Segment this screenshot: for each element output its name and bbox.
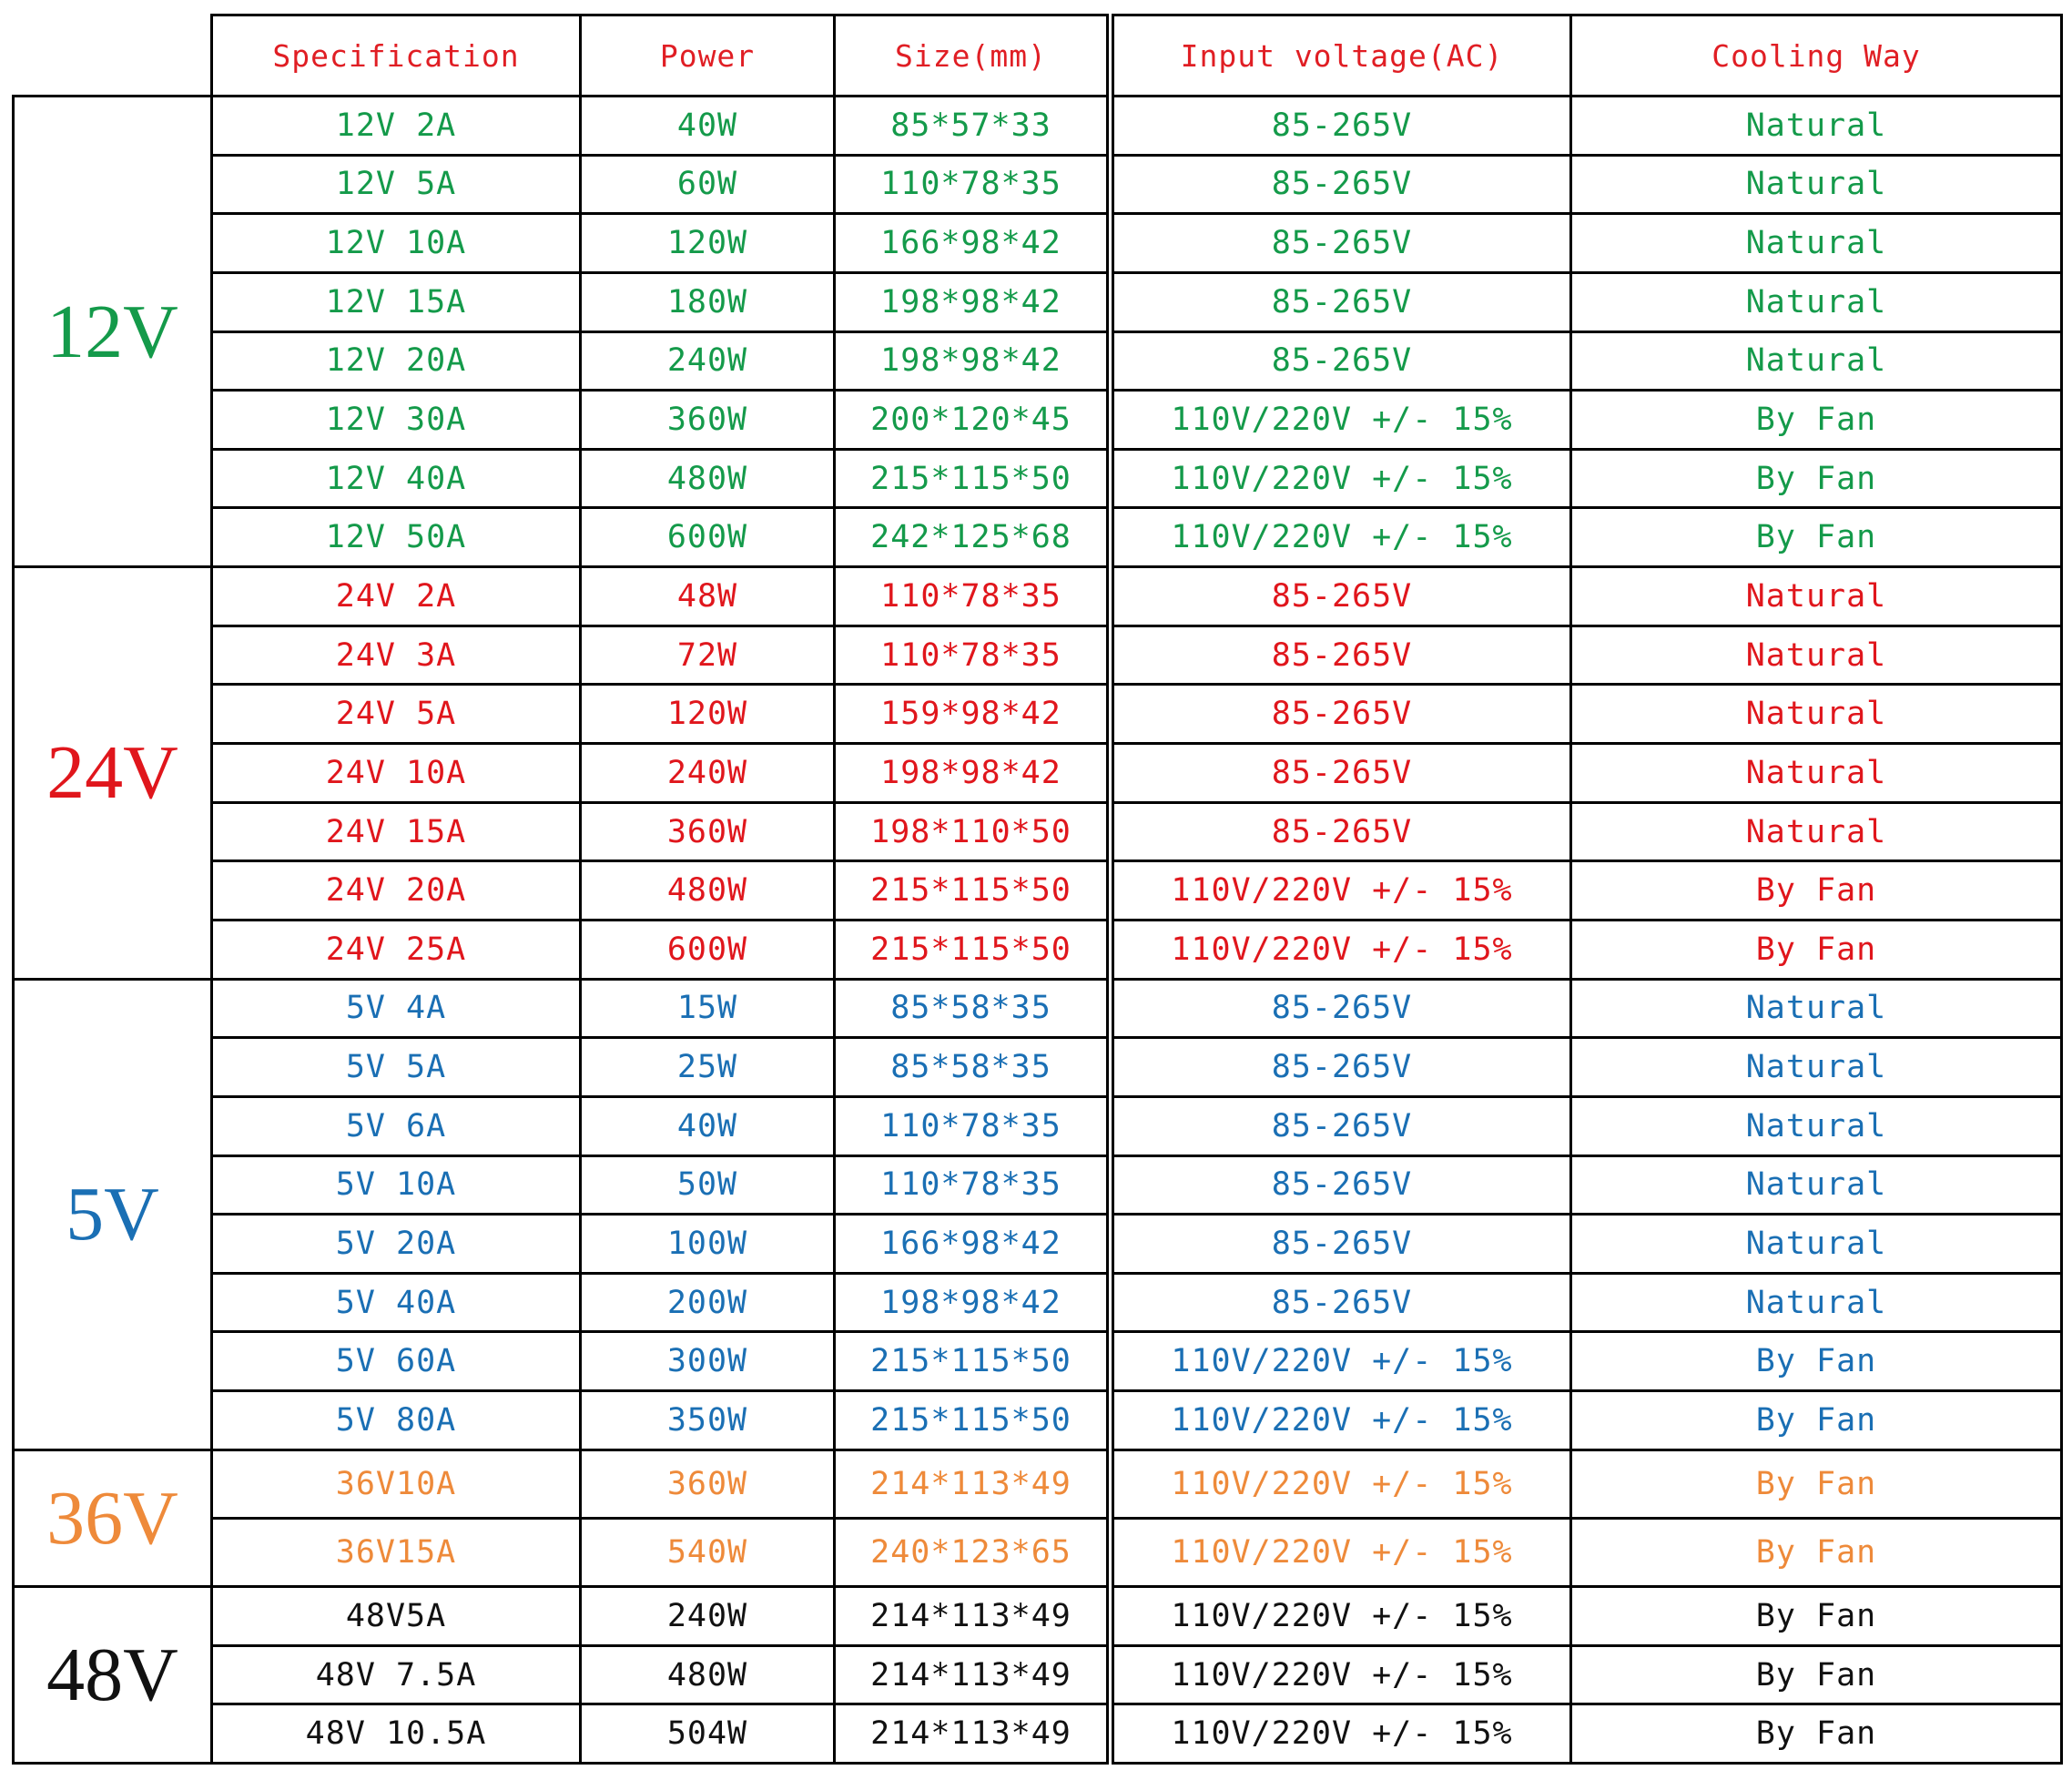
input-voltage-cell: 110V/220V +/- 15% bbox=[1111, 1518, 1571, 1586]
size-cell: 240*123*65 bbox=[835, 1518, 1111, 1586]
table-row bbox=[14, 685, 2062, 744]
header-row bbox=[14, 15, 2062, 97]
cooling-cell: Natural bbox=[1571, 802, 2062, 861]
spec-cell: 5V 6A bbox=[212, 1096, 581, 1155]
table-row bbox=[14, 214, 2062, 273]
spec-cell: 5V 80A bbox=[212, 1391, 581, 1450]
table-row bbox=[14, 567, 2062, 626]
cooling-cell: Natural bbox=[1571, 1038, 2062, 1097]
spec-cell: 12V 15A bbox=[212, 272, 581, 331]
table-row bbox=[14, 1704, 2062, 1764]
power-cell: 240W bbox=[581, 331, 835, 391]
spec-cell: 12V 2A bbox=[212, 97, 581, 156]
spec-table bbox=[12, 14, 2063, 1765]
power-cell: 504W bbox=[581, 1704, 835, 1764]
cooling-cell: By Fan bbox=[1571, 1587, 2062, 1646]
spec-cell: 12V 50A bbox=[212, 508, 581, 567]
input-voltage-cell: 110V/220V +/- 15% bbox=[1111, 1450, 1571, 1518]
voltage-group-label: 12V bbox=[14, 97, 212, 567]
size-cell: 85*57*33 bbox=[835, 97, 1111, 156]
size-cell: 214*113*49 bbox=[835, 1587, 1111, 1646]
cooling-cell: Natural bbox=[1571, 1096, 2062, 1155]
spec-cell: 48V 10.5A bbox=[212, 1704, 581, 1764]
size-cell: 85*58*35 bbox=[835, 979, 1111, 1038]
table-row bbox=[14, 508, 2062, 567]
header-specification: Specification bbox=[212, 15, 581, 97]
table-row bbox=[14, 1096, 2062, 1155]
input-voltage-cell: 110V/220V +/- 15% bbox=[1111, 1391, 1571, 1450]
spec-cell: 48V 7.5A bbox=[212, 1645, 581, 1704]
size-cell: 215*115*50 bbox=[835, 449, 1111, 508]
input-voltage-cell: 85-265V bbox=[1111, 272, 1571, 331]
power-cell: 240W bbox=[581, 1587, 835, 1646]
power-cell: 120W bbox=[581, 685, 835, 744]
power-cell: 50W bbox=[581, 1155, 835, 1215]
cooling-cell: Natural bbox=[1571, 214, 2062, 273]
power-supply-spec-sheet bbox=[12, 14, 2060, 1765]
size-cell: 198*98*42 bbox=[835, 272, 1111, 331]
size-cell: 110*78*35 bbox=[835, 1096, 1111, 1155]
spec-cell: 24V 5A bbox=[212, 685, 581, 744]
input-voltage-cell: 110V/220V +/- 15% bbox=[1111, 1704, 1571, 1764]
header-input-voltage: Input voltage(AC) bbox=[1111, 15, 1571, 97]
cooling-cell: Natural bbox=[1571, 685, 2062, 744]
input-voltage-cell: 85-265V bbox=[1111, 155, 1571, 214]
size-cell: 159*98*42 bbox=[835, 685, 1111, 744]
table-row bbox=[14, 97, 2062, 156]
cooling-cell: By Fan bbox=[1571, 449, 2062, 508]
power-cell: 100W bbox=[581, 1215, 835, 1274]
size-cell: 110*78*35 bbox=[835, 567, 1111, 626]
table-row bbox=[14, 744, 2062, 803]
power-cell: 120W bbox=[581, 214, 835, 273]
table-row bbox=[14, 1273, 2062, 1332]
cooling-cell: By Fan bbox=[1571, 391, 2062, 450]
power-cell: 540W bbox=[581, 1518, 835, 1586]
cooling-cell: By Fan bbox=[1571, 1518, 2062, 1586]
power-cell: 40W bbox=[581, 1096, 835, 1155]
power-cell: 300W bbox=[581, 1332, 835, 1391]
spec-cell: 5V 10A bbox=[212, 1155, 581, 1215]
size-cell: 242*125*68 bbox=[835, 508, 1111, 567]
cooling-cell: Natural bbox=[1571, 1155, 2062, 1215]
input-voltage-cell: 110V/220V +/- 15% bbox=[1111, 920, 1571, 979]
spec-cell: 5V 40A bbox=[212, 1273, 581, 1332]
table-row bbox=[14, 1155, 2062, 1215]
table-row bbox=[14, 331, 2062, 391]
spec-cell: 36V15A bbox=[212, 1518, 581, 1586]
cooling-cell: By Fan bbox=[1571, 1450, 2062, 1518]
power-cell: 480W bbox=[581, 449, 835, 508]
spec-cell: 24V 25A bbox=[212, 920, 581, 979]
input-voltage-cell: 85-265V bbox=[1111, 626, 1571, 685]
spec-cell: 5V 60A bbox=[212, 1332, 581, 1391]
table-row bbox=[14, 1450, 2062, 1518]
table-row bbox=[14, 272, 2062, 331]
size-cell: 215*115*50 bbox=[835, 920, 1111, 979]
size-cell: 166*98*42 bbox=[835, 1215, 1111, 1274]
power-cell: 360W bbox=[581, 391, 835, 450]
header-corner bbox=[14, 15, 212, 97]
header-cooling-way: Cooling Way bbox=[1571, 15, 2062, 97]
cooling-cell: By Fan bbox=[1571, 920, 2062, 979]
input-voltage-cell: 85-265V bbox=[1111, 97, 1571, 156]
spec-cell: 5V 5A bbox=[212, 1038, 581, 1097]
table-body bbox=[14, 97, 2062, 1764]
table-row bbox=[14, 979, 2062, 1038]
spec-cell: 5V 20A bbox=[212, 1215, 581, 1274]
spec-cell: 12V 10A bbox=[212, 214, 581, 273]
input-voltage-cell: 85-265V bbox=[1111, 567, 1571, 626]
spec-cell: 5V 4A bbox=[212, 979, 581, 1038]
spec-cell: 24V 2A bbox=[212, 567, 581, 626]
input-voltage-cell: 110V/220V +/- 15% bbox=[1111, 861, 1571, 921]
cooling-cell: Natural bbox=[1571, 331, 2062, 391]
cooling-cell: Natural bbox=[1571, 97, 2062, 156]
spec-cell: 12V 5A bbox=[212, 155, 581, 214]
size-cell: 110*78*35 bbox=[835, 155, 1111, 214]
size-cell: 110*78*35 bbox=[835, 1155, 1111, 1215]
table-row bbox=[14, 1518, 2062, 1586]
cooling-cell: Natural bbox=[1571, 567, 2062, 626]
header-size: Size(mm) bbox=[835, 15, 1111, 97]
size-cell: 215*115*50 bbox=[835, 1332, 1111, 1391]
power-cell: 48W bbox=[581, 567, 835, 626]
size-cell: 198*98*42 bbox=[835, 331, 1111, 391]
power-cell: 600W bbox=[581, 508, 835, 567]
size-cell: 215*115*50 bbox=[835, 1391, 1111, 1450]
cooling-cell: Natural bbox=[1571, 272, 2062, 331]
input-voltage-cell: 110V/220V +/- 15% bbox=[1111, 391, 1571, 450]
voltage-group-label: 24V bbox=[14, 567, 212, 979]
input-voltage-cell: 110V/220V +/- 15% bbox=[1111, 508, 1571, 567]
table-row bbox=[14, 1587, 2062, 1646]
power-cell: 360W bbox=[581, 802, 835, 861]
voltage-group-label: 5V bbox=[14, 979, 212, 1450]
spec-cell: 12V 20A bbox=[212, 331, 581, 391]
input-voltage-cell: 110V/220V +/- 15% bbox=[1111, 1587, 1571, 1646]
power-cell: 200W bbox=[581, 1273, 835, 1332]
cooling-cell: By Fan bbox=[1571, 1645, 2062, 1704]
cooling-cell: Natural bbox=[1571, 1215, 2062, 1274]
input-voltage-cell: 85-265V bbox=[1111, 802, 1571, 861]
table-row bbox=[14, 155, 2062, 214]
input-voltage-cell: 85-265V bbox=[1111, 685, 1571, 744]
input-voltage-cell: 110V/220V +/- 15% bbox=[1111, 449, 1571, 508]
spec-cell: 24V 15A bbox=[212, 802, 581, 861]
size-cell: 198*98*42 bbox=[835, 1273, 1111, 1332]
spec-cell: 24V 10A bbox=[212, 744, 581, 803]
size-cell: 214*113*49 bbox=[835, 1704, 1111, 1764]
input-voltage-cell: 85-265V bbox=[1111, 214, 1571, 273]
table-row bbox=[14, 1645, 2062, 1704]
size-cell: 110*78*35 bbox=[835, 626, 1111, 685]
power-cell: 240W bbox=[581, 744, 835, 803]
table-row bbox=[14, 1332, 2062, 1391]
power-cell: 25W bbox=[581, 1038, 835, 1097]
size-cell: 198*98*42 bbox=[835, 744, 1111, 803]
input-voltage-cell: 110V/220V +/- 15% bbox=[1111, 1332, 1571, 1391]
input-voltage-cell: 85-265V bbox=[1111, 979, 1571, 1038]
power-cell: 600W bbox=[581, 920, 835, 979]
size-cell: 200*120*45 bbox=[835, 391, 1111, 450]
input-voltage-cell: 85-265V bbox=[1111, 1215, 1571, 1274]
header-power: Power bbox=[581, 15, 835, 97]
cooling-cell: Natural bbox=[1571, 744, 2062, 803]
power-cell: 350W bbox=[581, 1391, 835, 1450]
voltage-group-label: 36V bbox=[14, 1450, 212, 1586]
input-voltage-cell: 85-265V bbox=[1111, 1038, 1571, 1097]
input-voltage-cell: 85-265V bbox=[1111, 1155, 1571, 1215]
size-cell: 85*58*35 bbox=[835, 1038, 1111, 1097]
power-cell: 180W bbox=[581, 272, 835, 331]
input-voltage-cell: 85-265V bbox=[1111, 744, 1571, 803]
size-cell: 214*113*49 bbox=[835, 1450, 1111, 1518]
input-voltage-cell: 85-265V bbox=[1111, 1096, 1571, 1155]
spec-cell: 48V5A bbox=[212, 1587, 581, 1646]
table-row bbox=[14, 920, 2062, 979]
voltage-group-label: 48V bbox=[14, 1587, 212, 1764]
power-cell: 60W bbox=[581, 155, 835, 214]
power-cell: 40W bbox=[581, 97, 835, 156]
power-cell: 480W bbox=[581, 1645, 835, 1704]
table-row bbox=[14, 449, 2062, 508]
table-row bbox=[14, 861, 2062, 921]
spec-cell: 24V 20A bbox=[212, 861, 581, 921]
cooling-cell: By Fan bbox=[1571, 508, 2062, 567]
table-row bbox=[14, 802, 2062, 861]
cooling-cell: By Fan bbox=[1571, 1391, 2062, 1450]
power-cell: 15W bbox=[581, 979, 835, 1038]
table-row bbox=[14, 1391, 2062, 1450]
size-cell: 166*98*42 bbox=[835, 214, 1111, 273]
table-row bbox=[14, 391, 2062, 450]
spec-cell: 12V 40A bbox=[212, 449, 581, 508]
size-cell: 198*110*50 bbox=[835, 802, 1111, 861]
input-voltage-cell: 85-265V bbox=[1111, 331, 1571, 391]
power-cell: 360W bbox=[581, 1450, 835, 1518]
cooling-cell: By Fan bbox=[1571, 1332, 2062, 1391]
power-cell: 72W bbox=[581, 626, 835, 685]
power-cell: 480W bbox=[581, 861, 835, 921]
cooling-cell: By Fan bbox=[1571, 1704, 2062, 1764]
input-voltage-cell: 85-265V bbox=[1111, 1273, 1571, 1332]
table-row bbox=[14, 1215, 2062, 1274]
input-voltage-cell: 110V/220V +/- 15% bbox=[1111, 1645, 1571, 1704]
table-row bbox=[14, 626, 2062, 685]
cooling-cell: Natural bbox=[1571, 155, 2062, 214]
cooling-cell: Natural bbox=[1571, 1273, 2062, 1332]
size-cell: 215*115*50 bbox=[835, 861, 1111, 921]
spec-cell: 12V 30A bbox=[212, 391, 581, 450]
spec-cell: 36V10A bbox=[212, 1450, 581, 1518]
cooling-cell: By Fan bbox=[1571, 861, 2062, 921]
cooling-cell: Natural bbox=[1571, 979, 2062, 1038]
spec-cell: 24V 3A bbox=[212, 626, 581, 685]
size-cell: 214*113*49 bbox=[835, 1645, 1111, 1704]
table-row bbox=[14, 1038, 2062, 1097]
cooling-cell: Natural bbox=[1571, 626, 2062, 685]
